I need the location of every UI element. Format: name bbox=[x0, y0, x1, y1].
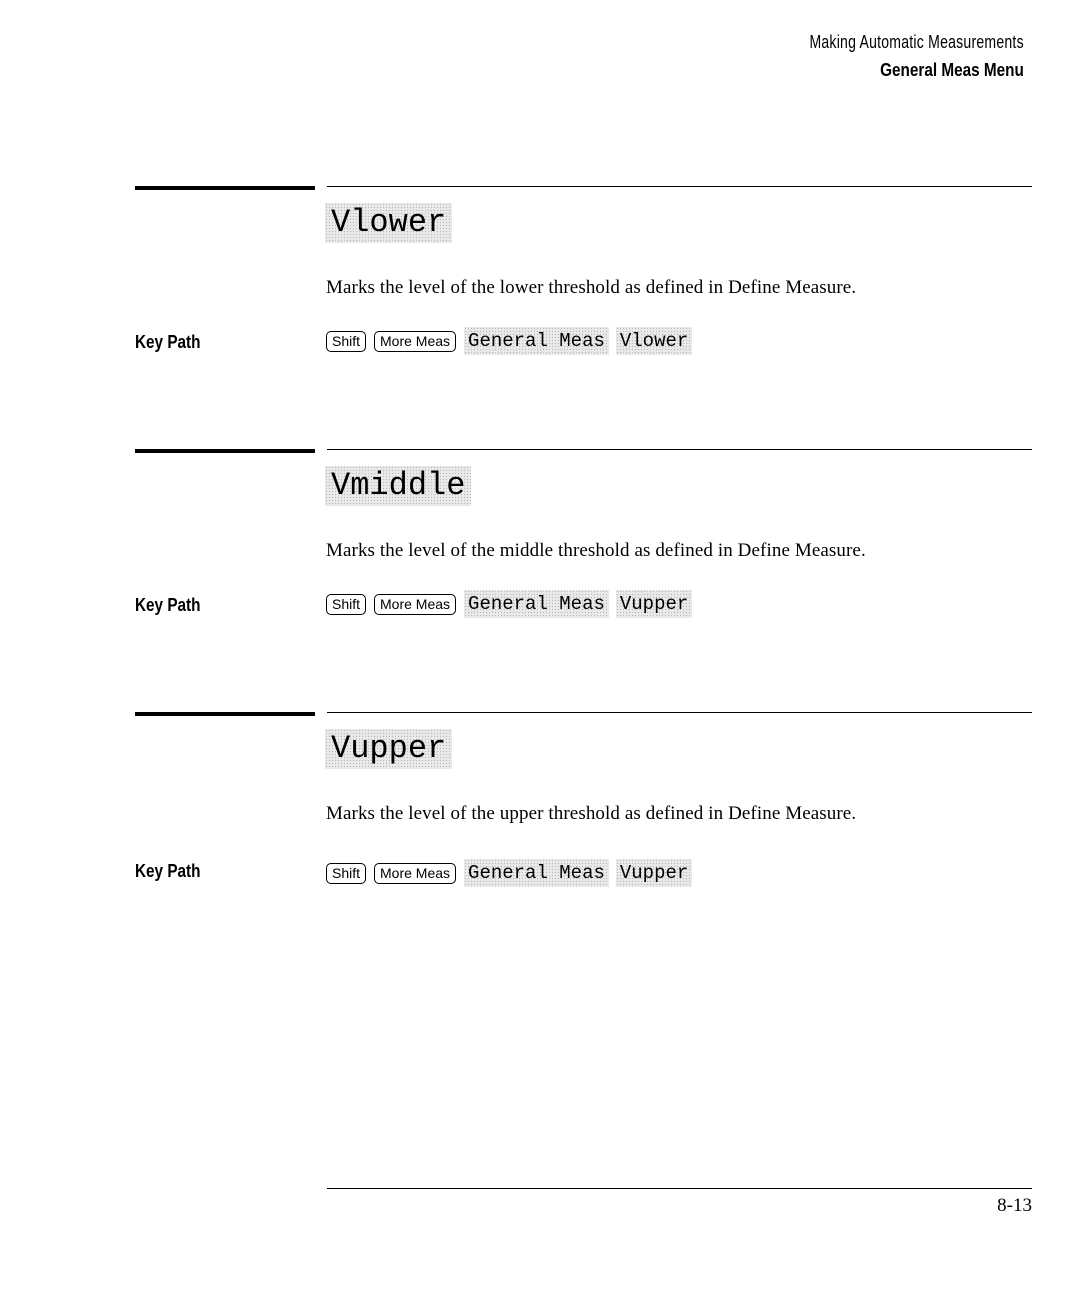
section-rule-thin bbox=[327, 186, 1032, 187]
general-meas-softkey: General Meas bbox=[464, 327, 609, 355]
section-rule-thick bbox=[135, 449, 315, 453]
description: Marks the level of the upper threshold as defined in Define Measure. bbox=[326, 803, 857, 824]
shift-key: Shift bbox=[326, 594, 366, 615]
key-path-label: Key Path bbox=[135, 861, 201, 881]
section-rule-thick bbox=[135, 712, 315, 716]
vupper-softkey: Vupper bbox=[616, 590, 692, 618]
general-meas-softkey: General Meas bbox=[464, 859, 609, 887]
shift-key: Shift bbox=[326, 331, 366, 352]
key-path bbox=[326, 589, 699, 619]
section-rule-thin bbox=[327, 712, 1032, 713]
chapter-title: Making Automatic Measurements bbox=[809, 32, 1024, 52]
section-rule-thin bbox=[327, 449, 1032, 450]
more-meas-key: More Meas bbox=[374, 594, 456, 615]
softkey-title: Vupper bbox=[325, 729, 452, 769]
general-meas-softkey: General Meas bbox=[464, 590, 609, 618]
vlower-softkey: Vlower bbox=[616, 327, 692, 355]
vupper-softkey: Vupper bbox=[616, 859, 692, 887]
description: Marks the level of the lower threshold as defined in Define Measure. bbox=[326, 277, 857, 298]
softkey-title: Vmiddle bbox=[325, 466, 471, 506]
entry-vmiddle bbox=[0, 449, 1078, 689]
entry-vlower bbox=[0, 186, 1078, 426]
softkey-title: Vlower bbox=[325, 203, 452, 243]
shift-key: Shift bbox=[326, 863, 366, 884]
section-title: General Meas Menu bbox=[880, 60, 1024, 80]
page-number: 8-13 bbox=[997, 1195, 1032, 1216]
description: Marks the level of the middle threshold as defined in Define Measure. bbox=[326, 540, 866, 561]
entry-vupper bbox=[0, 712, 1078, 952]
section-rule-thick bbox=[135, 186, 315, 190]
key-path-label: Key Path bbox=[135, 595, 201, 615]
key-path bbox=[326, 326, 699, 356]
key-path bbox=[326, 858, 699, 888]
key-path-label: Key Path bbox=[135, 332, 201, 352]
more-meas-key: More Meas bbox=[374, 331, 456, 352]
footer-rule bbox=[327, 1188, 1032, 1189]
more-meas-key: More Meas bbox=[374, 863, 456, 884]
running-header bbox=[749, 30, 1024, 82]
